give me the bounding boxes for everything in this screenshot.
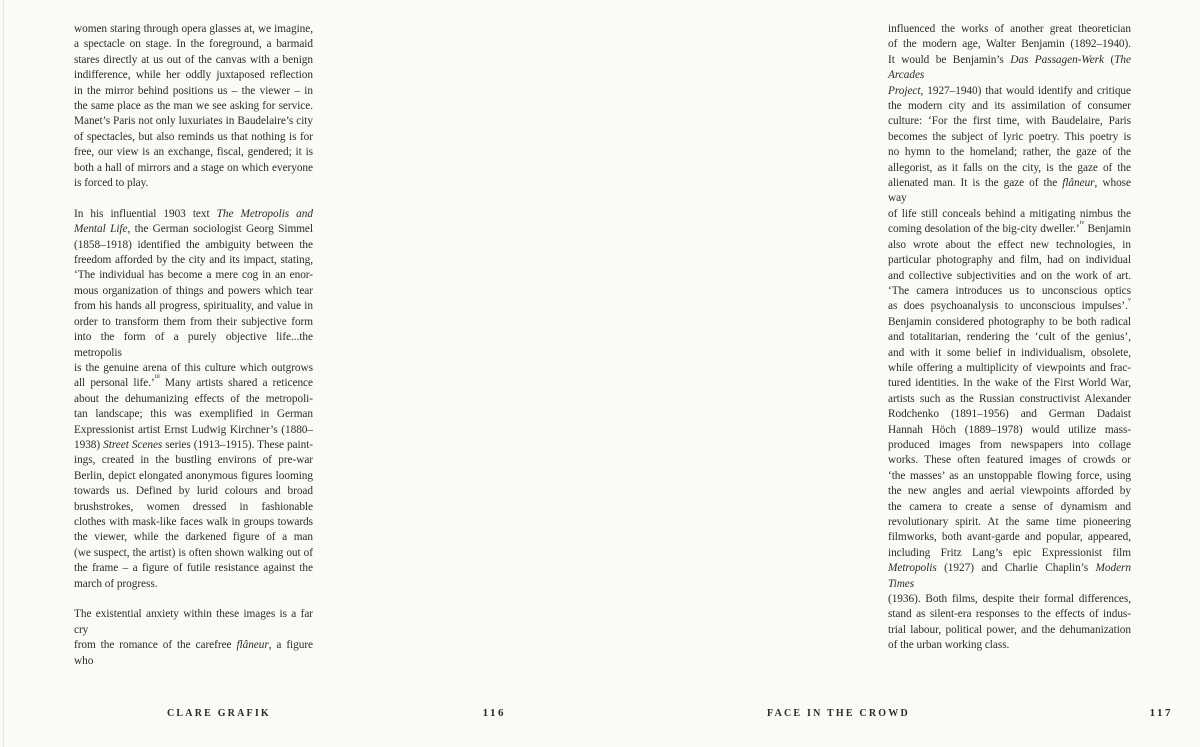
text-line: march of progress. [74, 577, 158, 590]
text-line: from his hands all progress, spirituality, and value in [74, 300, 313, 313]
text-line: becomes the subject of lyric poetry. This poetry is [888, 130, 1131, 143]
text-line: culture: ‘For the first time, with Baudelaire, Paris [888, 115, 1131, 128]
text-line: ings, created in the bustling environs of pre-war [74, 454, 313, 467]
text-line: Project, 1927–1940) that would identify and critique [888, 84, 1131, 97]
paragraph [74, 607, 313, 669]
text-line: The existential anxiety within these images is a far cry [74, 608, 313, 636]
text-line: the viewer, while the darkened figure of a man [74, 531, 313, 544]
left-page-text-column [74, 22, 313, 669]
text-line: Metropolis (1927) and Charlie Chaplin’s Modern Times [888, 562, 1131, 590]
text-line: Expressionist artist Ernst Ludwig Kirchner’s (1880– [74, 423, 313, 436]
text-line: clothes with mask-like faces walk in groups towards [74, 515, 313, 528]
footer-running-head-chapter: FACE IN THE CROWD [767, 708, 910, 719]
paragraph [74, 207, 313, 592]
paragraph [74, 22, 313, 191]
text-line: stand as silent-era responses to the effects of indus- [888, 608, 1131, 621]
text-line: is forced to play. [74, 177, 149, 190]
text-line: influenced the works of another great theoretician [888, 23, 1131, 35]
text-line: (we suspect, the artist) is often shown walking out of [74, 546, 313, 559]
text-line: as does psychoanalysis to unconscious impulses’.$^v$ [888, 296, 1131, 313]
text-line: all personal life.’$^{iii}$ Many artists shared a reticence [74, 373, 313, 390]
text-line: also wrote about the effect new technologies, in [888, 238, 1131, 251]
footer-running-head-author: CLARE GRAFIK [167, 708, 271, 719]
text-line: 1938) Street Scenes series (1913–1915). These paint- [74, 438, 313, 451]
text-line: free, our view is an exchange, fiscal, gendered; it is [74, 146, 313, 159]
text-line: the frame – a figure of futile resistance against the [74, 562, 313, 575]
footer-page-number: 116 [482, 707, 506, 719]
text-line: in the mirror behind positions us – the viewer – in [74, 84, 313, 97]
text-line: including Fritz Lang’s epic Expressionist film [888, 546, 1131, 559]
text-line: is the genuine arena of this culture which outgrows [74, 361, 313, 374]
text-line: towards us. Defined by lurid colours and broad [74, 485, 313, 498]
text-line: the modern city and its assimilation of consumer [888, 100, 1131, 113]
text-line: of the urban working class. [888, 639, 1010, 652]
text-line: In his influential 1903 text The Metropolis and [74, 207, 313, 220]
text-line: tan landscape; this was exemplified in German [74, 408, 313, 421]
text-line: particular photography and film, had on individual [888, 254, 1131, 267]
text-line: women staring through opera glasses at, we imagine, [74, 23, 313, 35]
text-line: of the modern age, Walter Benjamin (1892–1940). [888, 38, 1131, 51]
text-line: ‘The camera introduces us to unconscious optics [888, 284, 1131, 297]
text-line: Hannah Höch (1889–1978) would utilize mass- [888, 423, 1131, 436]
text-line: and totalitarian, rendering the ‘cult of the genius’, [888, 331, 1131, 344]
text-line: both a hall of mirrors and a stage on which everyone [74, 161, 313, 174]
text-line: brushstrokes, women dressed in fashionable [74, 500, 313, 513]
text-line: alienated man. It is the gaze of the flâneur, whose way [888, 177, 1131, 205]
text-line: coming desolation of the big-city dweller.’$^{iv}$ Benjamin [888, 219, 1131, 236]
text-line: artists such as the Russian constructivist Alexander [888, 392, 1131, 405]
text-line: freedom afforded by the city and its impact, stating, [74, 254, 313, 267]
text-line: and with it some belief in individualism, obsolete, [888, 346, 1131, 359]
text-line: indifference, while her oddly juxtaposed reflection [74, 69, 313, 82]
text-line: a spectacle on stage. In the foreground, a barmaid [74, 38, 313, 51]
text-line: ‘the masses’ as an unstoppable flowing force, using [888, 469, 1131, 482]
text-line: filmworks, both avant-garde and popular, appeared, [888, 531, 1131, 544]
text-line: revolutionary spirit. At the same time pioneering [888, 516, 1131, 528]
text-line: order to transform them from their subjective form [74, 315, 313, 328]
footer-page-number: 117 [1149, 707, 1173, 719]
text-line: no hymn to the homeland; rather, the gaze of the [888, 146, 1131, 159]
text-line: Benjamin considered photography to be both radical [888, 315, 1131, 328]
paragraph [888, 22, 1131, 654]
text-line: (1936). Both films, despite their formal differences, [888, 593, 1131, 606]
text-line: of life still conceals behind a mitigating nimbus the [888, 207, 1131, 220]
page-edge-line [3, 0, 4, 747]
text-line: It would be Benjamin’s Das Passagen-Werk (The Arcades [888, 53, 1131, 82]
right-page-footer [767, 707, 1173, 719]
text-line: ‘The individual has become a mere cog in an enor- [74, 269, 313, 282]
text-line: while offering a multiplicity of viewpoints and frac- [888, 361, 1131, 374]
text-line: (1858–1918) identified the ambiguity between the [74, 238, 313, 251]
text-line: allegorist, as it falls on the city, is the gaze of the [888, 161, 1131, 174]
text-line: Mental Life, the German sociologist Georg Simmel [74, 223, 313, 236]
left-page-footer [167, 707, 506, 719]
text-line: the camera to create a sense of dynamism and [888, 500, 1131, 513]
right-page-text-column [888, 22, 1131, 654]
text-line: the same place as the man we see asking for service. [74, 100, 313, 113]
text-line: produced images from newspapers into collage [888, 438, 1131, 451]
text-line: Berlin, depict elongated anonymous figures looming [74, 469, 313, 482]
text-line: works. These often featured images of crowds or [888, 454, 1131, 467]
text-line: the new angles and aerial viewpoints afforded by [888, 485, 1131, 498]
text-line: of spectacles, but also reminds us that nothing is for [74, 130, 313, 143]
text-line: Manet’s Paris not only luxuriates in Baudelaire’s city [74, 115, 313, 128]
text-line: about the dehumanizing effects of the metropoli- [74, 392, 313, 405]
text-line: into the form of a purely objective life...the metropolis [74, 331, 313, 359]
text-line: from the romance of the carefree flâneur, a figure who [74, 639, 313, 667]
text-line: tured identities. In the wake of the First World War, [888, 377, 1131, 390]
text-line: mous organization of things and powers which tear [74, 284, 313, 297]
text-line: trial labour, political power, and the dehumanization [888, 623, 1131, 636]
text-line: stares directly at us out of the canvas with a benign [74, 53, 313, 66]
text-line: Rodchenko (1891–1956) and German Dadaist [888, 408, 1131, 421]
text-line: and collective subjectivities and on the work of art. [888, 269, 1131, 282]
